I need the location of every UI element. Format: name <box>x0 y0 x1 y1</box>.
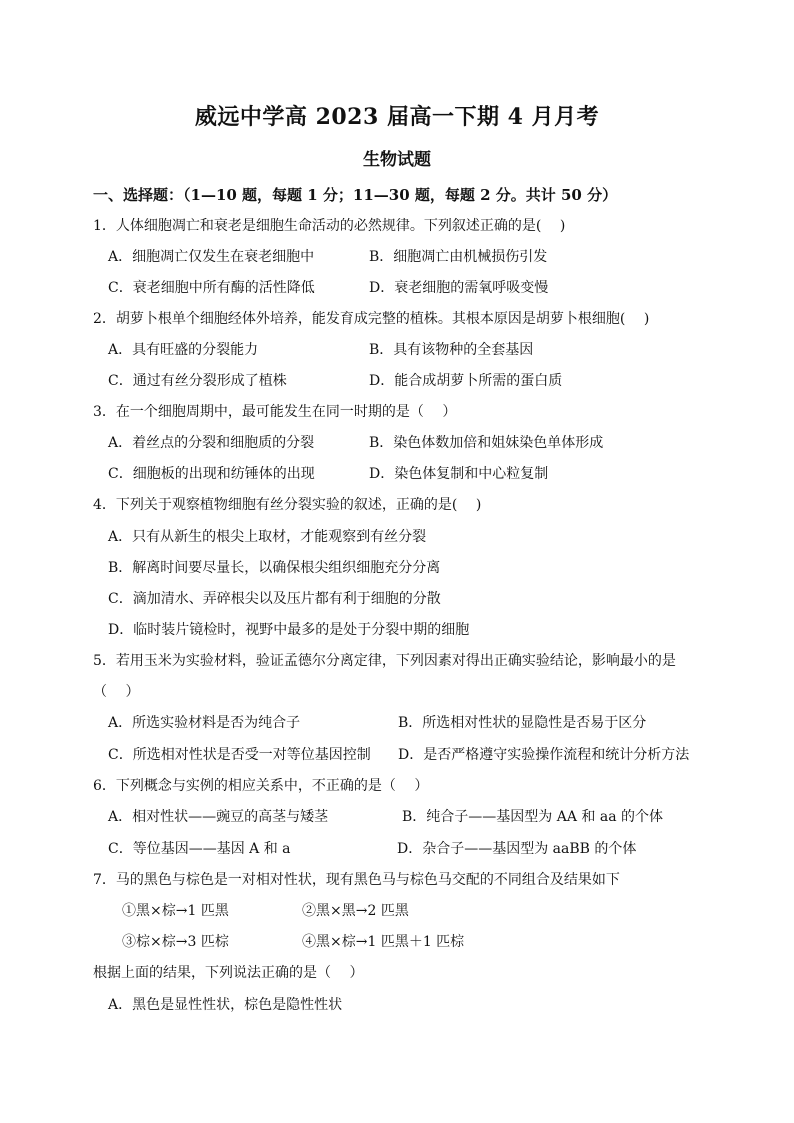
page-subtitle: 生物试题 <box>363 150 431 170</box>
question-3-stem: 3．在一个细胞周期中，最可能发生在同一时期的是（ ） <box>93 404 457 420</box>
question-5-stem-continued: （ ） <box>93 684 140 700</box>
question-1-stem: 1．人体细胞凋亡和衰老是细胞生命活动的必然规律。下列叙述正确的是( ) <box>93 218 566 234</box>
question-1-option-b: B．细胞凋亡由机械损伤引发 <box>369 249 548 265</box>
question-4-option-a: A．只有从新生的根尖上取材，才能观察到有丝分裂 <box>108 529 427 545</box>
question-6-option-a: A．相对性状——豌豆的高茎与矮茎 <box>108 809 329 825</box>
question-5-option-a: A．所选实验材料是否为纯合子 <box>108 715 301 731</box>
question-7-option-a: A．黑色是显性性状，棕色是隐性性状 <box>108 997 343 1013</box>
question-7-stem: 7．马的黑色与棕色是一对相对性状，现有黑色马与棕色马交配的不同组合及结果如下 <box>93 872 620 888</box>
page-title: 威远中学高 2023 届高一下期 4 月月考 <box>194 104 600 130</box>
question-2-option-c: C．通过有丝分裂形成了植株 <box>108 373 287 389</box>
question-7-cross-2: ②黑×黑→2 匹黑 <box>302 903 409 919</box>
question-1-option-c: C．衰老细胞中所有酶的活性降低 <box>108 280 315 296</box>
question-6-option-c: C．等位基因——基因 A 和 a <box>108 841 291 857</box>
question-5-stem: 5．若用玉米为实验材料，验证孟德尔分离定律，下列因素对得出正确实验结论，影响最小的是 <box>93 653 676 669</box>
question-7-cross-3: ③棕×棕→3 匹棕 <box>122 934 229 950</box>
question-6-option-b: B．纯合子——基因型为 AA 和 aa 的个体 <box>402 809 664 825</box>
question-1-option-d: D．衰老细胞的需氧呼吸变慢 <box>369 280 549 296</box>
question-2-stem: 2．胡萝卜根单个细胞经体外培养，能发育成完整的植株。其根本原因是胡萝卜根细胞( ) <box>93 311 650 327</box>
question-4-stem: 4．下列关于观察植物细胞有丝分裂实验的叙述，正确的是( ) <box>93 497 482 513</box>
question-6-stem: 6．下列概念与实例的相应关系中，不正确的是（ ） <box>93 778 429 794</box>
question-3-option-a: A．着丝点的分裂和细胞质的分裂 <box>108 435 315 451</box>
question-1-option-a: A．细胞凋亡仅发生在衰老细胞中 <box>108 249 315 265</box>
section-heading: 一、选择题：（1—10 题，每题 1 分；11—30 题，每题 2 分。共计 50 分） <box>93 186 618 204</box>
question-7-cross-4: ④黑×棕→1 匹黑＋1 匹棕 <box>302 934 465 950</box>
question-5-option-b: B．所选相对性状的显隐性是否易于区分 <box>398 715 647 731</box>
question-4-option-c: C．滴加清水、弄碎根尖以及压片都有利于细胞的分散 <box>108 591 441 607</box>
question-3-option-b: B．染色体数加倍和姐妹染色单体形成 <box>369 435 604 451</box>
question-2-option-d: D．能合成胡萝卜所需的蛋白质 <box>369 373 563 389</box>
question-3-option-d: D．染色体复制和中心粒复制 <box>369 466 549 482</box>
question-7-stem-2: 根据上面的结果，下列说法正确的是（ ） <box>93 965 364 981</box>
question-5-option-d: D．是否严格遵守实验操作流程和统计分析方法 <box>398 747 690 763</box>
question-3-option-c: C．细胞板的出现和纺锤体的出现 <box>108 466 315 482</box>
question-4-option-b: B．解离时间要尽量长，以确保根尖组织细胞充分分离 <box>108 560 441 576</box>
question-4-option-d: D．临时装片镜检时，视野中最多的是处于分裂中期的细胞 <box>108 622 470 638</box>
question-6-option-d: D．杂合子——基因型为 aaBB 的个体 <box>397 841 637 857</box>
question-5-option-c: C．所选相对性状是否受一对等位基因控制 <box>108 747 371 763</box>
question-2-option-a: A．具有旺盛的分裂能力 <box>108 342 259 358</box>
question-2-option-b: B．具有该物种的全套基因 <box>369 342 534 358</box>
question-7-cross-1: ①黑×棕→1 匹黑 <box>122 903 229 919</box>
